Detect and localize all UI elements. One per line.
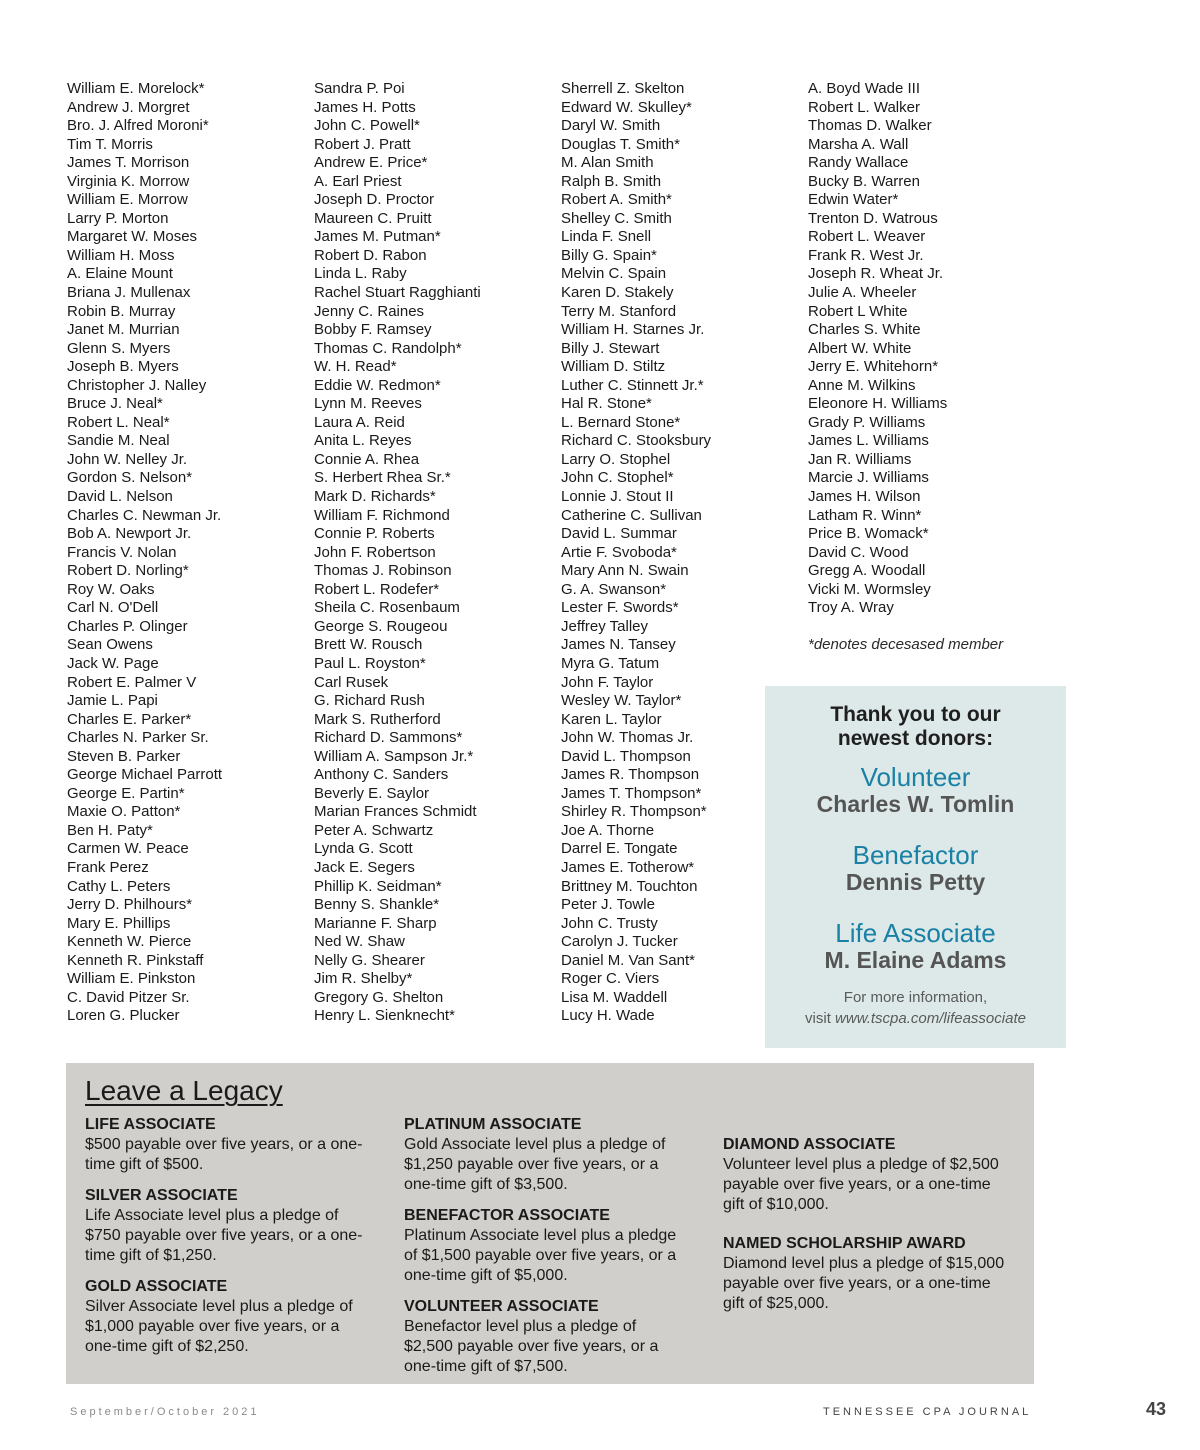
donor-name: Charles W. Tomlin: [816, 791, 1015, 817]
member-name: David C. Wood: [808, 543, 909, 561]
member-name: Margaret W. Moses: [67, 228, 198, 246]
member-name: S. Herbert Rhea Sr.*: [314, 469, 451, 487]
donor-info-line-2: [765, 1008, 1066, 1029]
member-name: Frank Perez: [67, 858, 149, 876]
member-name: Karen D. Stakely: [561, 284, 674, 302]
member-name: Mark S. Rutherford: [314, 710, 441, 728]
member-name: Robert D. Rabon: [314, 246, 427, 264]
member-name: Jerry E. Whitehorn*: [808, 358, 939, 376]
member-name: Mary E. Phillips: [67, 914, 171, 932]
donor-title-line-2: newest donors:: [837, 727, 994, 750]
member-name: Marcie J. Williams: [808, 469, 929, 487]
member-name: Virginia K. Morrow: [67, 172, 190, 190]
member-name: Albert W. White: [808, 339, 912, 357]
member-name: Tim T. Morris: [67, 135, 153, 153]
tier-description-line: one-time gift of $2,250.: [85, 1338, 249, 1355]
member-name: Lester F. Swords*: [561, 599, 679, 617]
tier-description-line: $750 payable over five years, or a one-: [85, 1227, 363, 1244]
member-name: Catherine C. Sullivan: [561, 506, 702, 524]
member-name: Daniel M. Van Sant*: [561, 951, 695, 969]
member-name: Brittney M. Touchton: [561, 877, 698, 895]
legacy-column-1: [85, 1115, 377, 1368]
member-name: William E. Morelock*: [67, 80, 205, 97]
journal-name: TENNESSEE CPA JOURNAL: [823, 1406, 1032, 1418]
member-name: David L. Summar: [561, 525, 677, 543]
member-name: Carl Rusek: [314, 673, 389, 691]
member-name: Ralph B. Smith: [561, 172, 662, 190]
donor-name: Dennis Petty: [845, 869, 986, 895]
member-name: James E. Totherow*: [561, 858, 695, 876]
member-name: Connie A. Rhea: [314, 450, 420, 468]
tier-name: BENEFACTOR ASSOCIATE: [404, 1207, 610, 1224]
member-name: Linda F. Snell: [561, 228, 652, 246]
member-name: James L. Williams: [808, 432, 929, 450]
member-name: Price B. Womack*: [808, 525, 929, 543]
member-name: Bob A. Newport Jr.: [67, 525, 192, 543]
donor-more-info: [765, 987, 1066, 1029]
member-name: William F. Richmond: [314, 506, 450, 524]
member-name: James T. Thompson*: [561, 784, 702, 802]
member-name: John C. Trusty: [561, 914, 658, 932]
member-name: Roger C. Viers: [561, 970, 660, 988]
tier-description-line: time gift of $1,250.: [85, 1247, 217, 1264]
member-name: Henry L. Sienknecht*: [314, 1007, 455, 1025]
member-name: Thomas D. Walker: [808, 117, 932, 135]
member-name: Laura A. Reid: [314, 413, 405, 431]
member-name: Charles P. Olinger: [67, 617, 188, 635]
member-name: Edward W. Skulley*: [561, 98, 692, 116]
leave-a-legacy-box: [66, 1063, 1034, 1384]
page-number: 43: [1146, 1399, 1167, 1419]
member-name: Maxie O. Patton*: [67, 803, 181, 821]
member-name: James H. Wilson: [808, 488, 921, 506]
member-name: C. David Pitzer Sr.: [67, 988, 190, 1006]
member-name: James H. Potts: [314, 98, 416, 116]
member-name: Sandie M. Neal: [67, 432, 170, 450]
member-name: James R. Thompson: [561, 766, 700, 784]
member-name: Charles S. White: [808, 321, 921, 339]
member-name: Lynda G. Scott: [314, 840, 413, 858]
member-name: William E. Morrow: [67, 191, 188, 209]
member-name: Trenton D. Watrous: [808, 209, 938, 227]
member-name: Jamie L. Papi: [67, 692, 158, 710]
member-name: Andrew E. Price*: [314, 154, 428, 172]
member-name: Bro. J. Alfred Moroni*: [67, 117, 209, 135]
donor-level: Volunteer: [860, 762, 971, 792]
tier-description-line: $1,000 payable over five years, or a: [85, 1318, 340, 1335]
member-name: Bruce J. Neal*: [67, 395, 163, 413]
member-name: Luther C. Stinnett Jr.*: [561, 376, 704, 394]
tier-name: NAMED SCHOLARSHIP AWARD: [723, 1235, 966, 1252]
member-name: Bobby F. Ramsey: [314, 321, 432, 339]
member-name: Julie A. Wheeler: [808, 284, 917, 302]
member-name: Connie P. Roberts: [314, 525, 435, 543]
tier-description-line: Life Associate level plus a pledge of: [85, 1207, 339, 1224]
member-name: Sheila C. Rosenbaum: [314, 599, 460, 617]
member-name: John F. Robertson: [314, 543, 436, 561]
member-name: G. Richard Rush: [314, 692, 425, 710]
member-name: Wesley W. Taylor*: [561, 692, 682, 710]
tier-description-line: Volunteer level plus a pledge of $2,500: [723, 1156, 999, 1173]
member-name: John C. Powell*: [314, 117, 420, 135]
member-name: Robert E. Palmer V: [67, 673, 197, 691]
member-name: Shelley C. Smith: [561, 209, 672, 227]
member-name: Joseph R. Wheat Jr.: [808, 265, 944, 283]
member-name: Anita L. Reyes: [314, 432, 412, 450]
member-name: Joseph B. Myers: [67, 358, 179, 376]
member-name: G. A. Swanson*: [561, 580, 667, 598]
tier-description-line: payable over five years, or a one-time: [723, 1176, 991, 1193]
tier-description-line: time gift of $500.: [85, 1156, 204, 1173]
donor-thanks-box: [765, 686, 1066, 1048]
member-name: Robin B. Murray: [67, 302, 176, 320]
member-name: Francis V. Nolan: [67, 543, 177, 561]
member-name: Thomas J. Robinson: [314, 562, 452, 580]
member-name: Anne M. Wilkins: [808, 376, 916, 394]
member-name: Carmen W. Peace: [67, 840, 189, 858]
donor-group-volunteer: [765, 763, 1066, 817]
member-name: James T. Morrison: [67, 154, 190, 172]
tier-name: SILVER ASSOCIATE: [85, 1187, 238, 1204]
member-name: M. Alan Smith: [561, 154, 654, 172]
donor-group-benefactor: [765, 841, 1066, 895]
member-name: David L. Thompson: [561, 747, 691, 765]
tier-description-line: one-time gift of $3,500.: [404, 1176, 568, 1193]
lifeassociate-link[interactable]: www.tscpa.com/lifeassociate: [835, 1010, 1026, 1027]
member-name: Linda L. Raby: [314, 265, 407, 283]
legacy-tier: [404, 1206, 696, 1286]
member-name: Daryl W. Smith: [561, 117, 661, 135]
tier-description-line: Diamond level plus a pledge of $15,000: [723, 1255, 1005, 1272]
member-name: Shirley R. Thompson*: [561, 803, 707, 821]
member-name: Gregory G. Shelton: [314, 988, 444, 1006]
tier-description-line: one-time gift of $5,000.: [404, 1267, 568, 1284]
member-name: Jack W. Page: [67, 654, 159, 672]
member-name: Charles N. Parker Sr.: [67, 729, 209, 747]
member-name: Richard C. Stooksbury: [561, 432, 712, 450]
member-name: Lonnie J. Stout II: [561, 488, 674, 506]
member-name: James N. Tansey: [561, 636, 676, 654]
member-name: Marianne F. Sharp: [314, 914, 437, 932]
member-name: Grady P. Williams: [808, 413, 926, 431]
member-name: Eleonore H. Williams: [808, 395, 948, 413]
donor-info-line-1: For more information,: [843, 989, 988, 1006]
tier-description-line: payable over five years, or a one-time: [723, 1275, 991, 1292]
member-name: Jim R. Shelby*: [314, 970, 413, 988]
donor-level: Life Associate: [835, 918, 996, 948]
member-name: William E. Pinkston: [67, 970, 196, 988]
member-name: Myra G. Tatum: [561, 654, 660, 672]
legacy-column-3: [723, 1135, 1015, 1333]
member-name: Sandra P. Poi: [314, 80, 405, 97]
donor-group-life-associate: [765, 919, 1066, 973]
member-name: Robert D. Norling*: [67, 562, 189, 580]
member-name: Cathy L. Peters: [67, 877, 171, 895]
member-name: W. H. Read*: [314, 358, 397, 376]
member-name: Thomas C. Randolph*: [314, 339, 462, 357]
member-name: Rachel Stuart Ragghianti: [314, 284, 481, 302]
member-name: Kenneth W. Pierce: [67, 933, 192, 951]
tier-name: VOLUNTEER ASSOCIATE: [404, 1298, 599, 1315]
member-name: Frank R. West Jr.: [808, 246, 924, 264]
member-name: Robert L. Rodefer*: [314, 580, 440, 598]
member-name: Maureen C. Pruitt: [314, 209, 432, 227]
member-name: Artie F. Svoboda*: [561, 543, 677, 561]
member-name: George E. Partin*: [67, 784, 185, 802]
member-name: William D. Stiltz: [561, 358, 666, 376]
member-name: Bucky B. Warren: [808, 172, 920, 190]
member-name: Jack E. Segers: [314, 858, 415, 876]
member-name: Roy W. Oaks: [67, 580, 155, 598]
member-name: Peter A. Schwartz: [314, 821, 434, 839]
donor-level: Benefactor: [852, 840, 979, 870]
member-name: Andrew J. Morgret: [67, 98, 190, 116]
member-name: Jan R. Williams: [808, 450, 912, 468]
tier-description-line: Gold Associate level plus a pledge of: [404, 1136, 666, 1153]
member-name: Benny S. Shankle*: [314, 896, 440, 914]
donor-info-prefix: visit: [805, 1010, 836, 1027]
member-name: William A. Sampson Jr.*: [314, 747, 474, 765]
member-name: Terry M. Stanford: [561, 302, 677, 320]
tier-name: DIAMOND ASSOCIATE: [723, 1136, 896, 1153]
member-name: Beverly E. Saylor: [314, 784, 430, 802]
member-name: Nelly G. Shearer: [314, 951, 425, 969]
member-name: Gordon S. Nelson*: [67, 469, 193, 487]
tier-name: LIFE ASSOCIATE: [85, 1116, 216, 1133]
member-name: Mark D. Richards*: [314, 488, 436, 506]
member-name: Hal R. Stone*: [561, 395, 652, 413]
tier-description-line: of $1,500 payable over five years, or a: [404, 1247, 677, 1264]
member-name: Steven B. Parker: [67, 747, 181, 765]
member-name: Jeffrey Talley: [561, 617, 648, 635]
member-name: Glenn S. Myers: [67, 339, 171, 357]
tier-description-line: $2,500 payable over five years, or a: [404, 1338, 659, 1355]
member-name: A. Elaine Mount: [67, 265, 173, 283]
member-name: Janet M. Murrian: [67, 321, 180, 339]
issue-date: September/October 2021: [70, 1406, 260, 1418]
member-name: James M. Putman*: [314, 228, 441, 246]
member-name: Briana J. Mullenax: [67, 284, 191, 302]
member-name: Ben H. Paty*: [67, 821, 153, 839]
tier-description-line: Benefactor level plus a pledge of: [404, 1318, 637, 1335]
member-name: Peter J. Towle: [561, 896, 655, 914]
member-name: David L. Nelson: [67, 488, 173, 506]
donor-title-line-1: Thank you to our: [830, 703, 1001, 726]
donor-name: M. Elaine Adams: [824, 947, 1007, 973]
member-name: Charles E. Parker*: [67, 710, 192, 728]
legacy-title: Leave a Legacy: [85, 1075, 283, 1106]
member-name: Phillip K. Seidman*: [314, 877, 442, 895]
tier-name: GOLD ASSOCIATE: [85, 1278, 228, 1295]
member-name: Karen L. Taylor: [561, 710, 662, 728]
member-name: L. Bernard Stone*: [561, 413, 681, 431]
legacy-tier: [723, 1135, 1015, 1215]
member-name: Melvin C. Spain: [561, 265, 667, 283]
member-name: Billy G. Spain*: [561, 246, 657, 264]
member-column-2: [314, 80, 554, 1026]
legacy-tier: [85, 1115, 377, 1175]
member-name: Troy A. Wray: [808, 599, 894, 617]
member-name: Edwin Water*: [808, 191, 899, 209]
member-name: Larry O. Stophel: [561, 450, 671, 468]
member-name: Vicki M. Wormsley: [808, 580, 931, 598]
member-name: Marsha A. Wall: [808, 135, 909, 153]
member-name: William H. Starnes Jr.: [561, 321, 705, 339]
member-name: Sherrell Z. Skelton: [561, 80, 685, 97]
member-name: Carl N. O'Dell: [67, 599, 159, 617]
member-name: Richard D. Sammons*: [314, 729, 463, 747]
tier-name: PLATINUM ASSOCIATE: [404, 1116, 582, 1133]
member-name: Kenneth R. Pinkstaff: [67, 951, 204, 969]
legacy-tier: [85, 1277, 377, 1357]
member-column-1: [67, 80, 307, 1026]
member-name: George Michael Parrott: [67, 766, 223, 784]
member-name: Douglas T. Smith*: [561, 135, 680, 153]
member-name: Robert L. Walker: [808, 98, 920, 116]
member-name: Darrel E. Tongate: [561, 840, 678, 858]
member-name: Robert J. Pratt: [314, 135, 411, 153]
legacy-tier: [404, 1115, 696, 1195]
tier-description-line: gift of $25,000.: [723, 1295, 829, 1312]
tier-description-line: $1,250 payable over five years, or a: [404, 1156, 659, 1173]
tier-description-line: $500 payable over five years, or a one-: [85, 1136, 363, 1153]
member-column-4: [808, 80, 1048, 618]
member-name: John W. Thomas Jr.: [561, 729, 694, 747]
member-name: Lynn M. Reeves: [314, 395, 422, 413]
member-name: Mary Ann N. Swain: [561, 562, 689, 580]
legacy-tier: [723, 1234, 1015, 1314]
tier-description-line: one-time gift of $7,500.: [404, 1358, 568, 1375]
member-name: A. Boyd Wade III: [808, 80, 920, 97]
member-name: Billy J. Stewart: [561, 339, 660, 357]
member-name: Robert A. Smith*: [561, 191, 672, 209]
legacy-tier: [404, 1297, 696, 1377]
member-name: Lucy H. Wade: [561, 1007, 655, 1025]
member-name: A. Earl Priest: [314, 172, 402, 190]
member-name: Robert L. Neal*: [67, 413, 170, 431]
member-name: Sean Owens: [67, 636, 153, 654]
member-name: Jerry D. Philhours*: [67, 896, 193, 914]
member-name: Loren G. Plucker: [67, 1007, 180, 1025]
member-name: George S. Rougeou: [314, 617, 448, 635]
member-name: William H. Moss: [67, 246, 175, 264]
member-name: John F. Taylor: [561, 673, 654, 691]
member-name: Carolyn J. Tucker: [561, 933, 678, 951]
member-name: Randy Wallace: [808, 154, 909, 172]
member-name: John W. Nelley Jr.: [67, 450, 188, 468]
member-name: Eddie W. Redmon*: [314, 376, 441, 394]
member-name: Gregg A. Woodall: [808, 562, 926, 580]
member-name: Joseph D. Proctor: [314, 191, 435, 209]
member-name: Marian Frances Schmidt: [314, 803, 477, 821]
tier-description-line: gift of $10,000.: [723, 1196, 829, 1213]
member-name: John C. Stophel*: [561, 469, 674, 487]
member-name: Larry P. Morton: [67, 209, 169, 227]
member-name: Christopher J. Nalley: [67, 376, 207, 394]
tier-description-line: Silver Associate level plus a pledge of: [85, 1298, 353, 1315]
member-name: Robert L. Weaver: [808, 228, 926, 246]
member-name: Latham R. Winn*: [808, 506, 922, 524]
legacy-column-2: [404, 1115, 696, 1388]
tier-description-line: Platinum Associate level plus a pledge: [404, 1227, 677, 1244]
member-name: Robert L White: [808, 302, 908, 320]
deceased-footnote: *denotes decesased member: [808, 636, 1004, 653]
member-name: Paul L. Royston*: [314, 654, 426, 672]
donor-title: [765, 703, 1066, 751]
member-name: Anthony C. Sanders: [314, 766, 449, 784]
member-name: Jenny C. Raines: [314, 302, 425, 320]
member-name: Charles C. Newman Jr.: [67, 506, 222, 524]
member-name: Ned W. Shaw: [314, 933, 405, 951]
member-name: Joe A. Thorne: [561, 821, 655, 839]
member-name: Brett W. Rousch: [314, 636, 423, 654]
member-name: Lisa M. Waddell: [561, 988, 668, 1006]
legacy-tier: [85, 1186, 377, 1266]
